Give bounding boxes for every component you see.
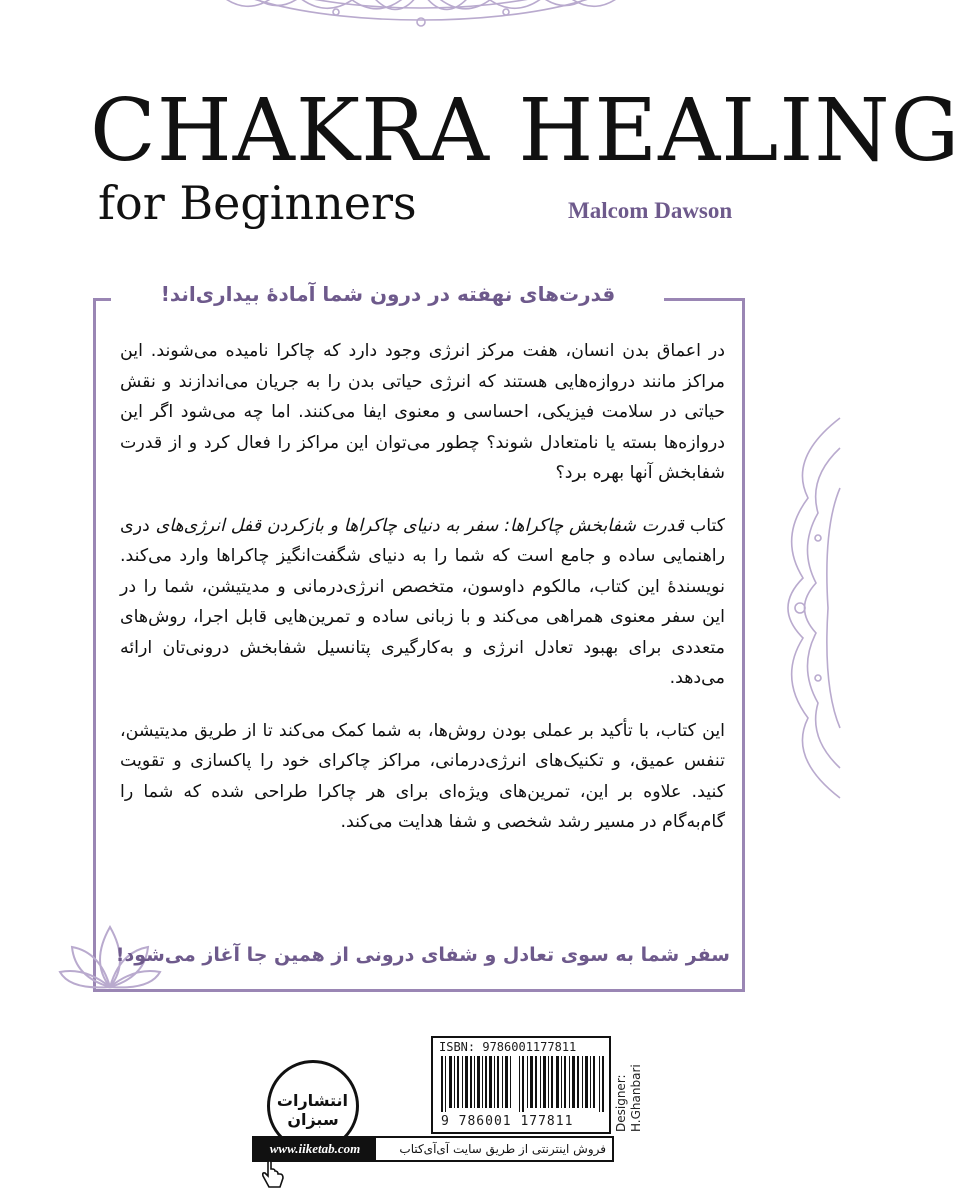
side-mandala-icon: [778, 418, 840, 798]
top-mandala-icon: [186, 0, 656, 40]
website-banner[interactable]: [252, 1136, 614, 1162]
paragraph-2: [120, 511, 725, 694]
barcode-digits: 9 786001 177811: [441, 1114, 574, 1129]
isbn-barcode: [431, 1036, 611, 1134]
designer-label: Designer:: [614, 1074, 628, 1132]
frame-top-left-line: [93, 298, 111, 301]
paragraph-2-lead: کتاب: [689, 515, 726, 536]
book-title: CHAKRA HEALING: [90, 81, 960, 181]
frame-top-right-line: [664, 298, 745, 301]
paragraph-2-book-title: قدرت شفابخش چاکراها: سفر به دنیای چاکراها و بازکردن قفل انرژی‌های: [155, 515, 684, 536]
publisher-logo-text: انتشارات سبزان: [276, 1091, 348, 1129]
blurb-text: [120, 336, 725, 860]
closing-line: سفر شما به سوی تعادل و شفای درونی از همین جا آغاز می‌شود!: [115, 944, 730, 966]
book-subtitle: for Beginners: [98, 176, 417, 230]
website-label: فروش اینترنتی از طریق سایت آی‌آی‌کتاب: [399, 1142, 606, 1156]
website-url[interactable]: www.iiketab.com: [254, 1138, 376, 1160]
hand-cursor-icon: [260, 1160, 286, 1192]
designer-name: H.Ghanbari: [629, 1064, 643, 1132]
paragraph-2-body: دری راهنمایی ساده و جامع است که شما را به دنیای شگفت‌انگیز چاکراها وارد می‌کند. نویسندهٔ این کتاب، مالکوم داوسون، متخصص انرژی‌درمانی و مدیتیشن، شما را در این سفر معنوی همراهی می‌کند و با زبانی ساده و تمرین‌هایی قابل اجرا، روش‌های متعددی برای بهبود تعادل انرژی و به‌کارگیری پتانسیل شفابخش درونی‌تان ارائه می‌دهد.: [120, 515, 725, 688]
designer-credit: [614, 1036, 648, 1136]
barcode-icon: [441, 1056, 605, 1112]
designer-text: [614, 1064, 644, 1132]
headline: قدرت‌های نهفته در درون شما آمادهٔ بیداری‌اند!: [118, 282, 658, 306]
paragraph-1: در اعماق بدن انسان، هفت مرکز انرژی وجود دارد که چاکرا نامیده می‌شوند. این مراکز مانند دروازه‌هایی هستند که انرژی حیاتی بدن را به جریان می‌اندازند و نقش حیاتی در سلامت فیزیکی، احساسی و معنوی ایفا می‌کنند. اما چه می‌شود اگر این دروازه‌ها بسته یا نامتعادل شوند؟ چطور می‌توان این مراکز را فعال کرد و از قدرت شفابخش آنها بهره برد؟: [120, 341, 725, 483]
author-name: Malcom Dawson: [568, 198, 733, 223]
isbn-label: ISBN: 9786001177811: [439, 1040, 577, 1054]
paragraph-3: این کتاب، با تأکید بر عملی بودن روش‌ها، به شما کمک می‌کند تا از طریق مدیتیشن، تنفس عمیق، و تکنیک‌های انرژی‌درمانی، مراکز چاکرای خود را پاکسازی و تقویت کنید. علاوه بر این، تمرین‌های ویژه‌ای برای هر چاکرا طراحی شده که شما را گام‌به‌گام در مسیر رشد شخصی و شفا هدایت می‌کند.: [120, 720, 725, 832]
